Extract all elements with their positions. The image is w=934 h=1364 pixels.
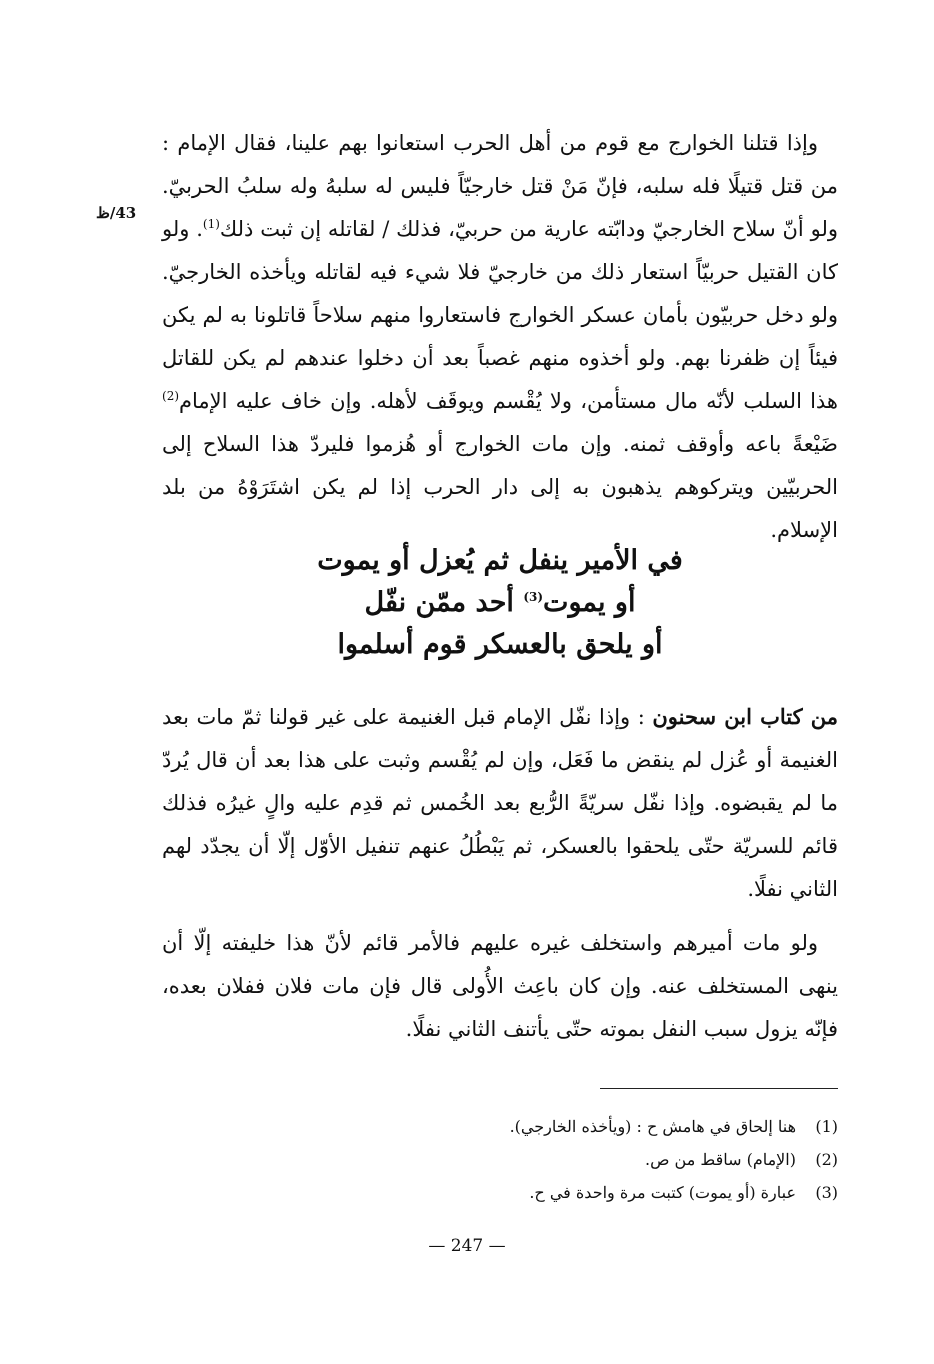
line: . ولو: [162, 217, 203, 241]
folio-margin-note: 43/ظ: [96, 204, 137, 222]
footnote-text: عبارة (أو يموت) كتبت مرة واحدة في ح.: [529, 1183, 796, 1202]
line: كان القتيل حربيّاً استعار ذلك من خارجيّ فلا شيء فيه لقاتله ويأخذه الخارجيّ.: [162, 260, 838, 284]
footnote-text: (الإمام) ساقط من ص.: [645, 1150, 796, 1169]
footnote-text: هنا إلحاق في هامش ح : (ويأخذه الخارجي).: [509, 1117, 796, 1136]
line: فيئاً إن ظفرنا بهم. ولو أخذوه منهم غصباً بعد أن دخلوا عندهم لم يكن للقاتل: [162, 346, 838, 370]
line: ولو مات أميرهم واستخلف غيره عليهم فالأمر قائم لأنّ هذا خليفته إلّا أن: [162, 931, 818, 955]
heading-text: أحد ممّن نفّل: [364, 587, 524, 618]
line: ضَيْعةً باعه وأوقف ثمنه. وإن مات الخوارج أو هُزموا فليردّ هذا السلاح إلى: [162, 432, 838, 456]
line: وإذا قتلنا الخوارج مع قوم من أهل الحرب استعانوا بهم علينا، فقال الإمام :: [162, 131, 818, 155]
line: مات بعد الغنيمة أو عُزل لم ينقض ما فَعَل، وإن لم يُقْسم وثبت على هذا بعد أن: [162, 705, 838, 772]
footnotes: [300, 1110, 838, 1209]
footnote-ref-2: (2): [162, 389, 180, 403]
footnote: [300, 1176, 838, 1209]
line: من قتل قتيلًا فله سلبه، فإنّ مَنْ قتل خارجيّاً فليس له سلبهُ وله سلبُ الحربيّ. ولو: [162, 174, 838, 241]
heading-line-3: أو يلحق بالعسكر قوم أسلموا: [337, 629, 663, 660]
page-number: — 247 —: [428, 1236, 506, 1256]
footnote-ref-1: (1): [202, 217, 220, 231]
heading-line-2: [180, 582, 820, 624]
footnote-divider: [600, 1088, 838, 1089]
line: فذلك قائم للسريّة حتّى يلحقوا بالعسكر، ثم يَبْطُلُ عنهم تنفيل الأوّل إلّا أن يجدّد: [162, 791, 838, 858]
line: قال يُردّ ما لم يقبضوه. وإذا نفّل سريّةً الرُّبع بعد الخُمس ثم قدِم عليه والٍ غيرُه: [162, 748, 838, 815]
line: لهم الثاني نفلًا.: [162, 834, 838, 901]
section-heading: [180, 540, 820, 666]
paragraph-ibn-sahnun: [162, 695, 838, 911]
line: : وإذا نفّل الإمام قبل الغنيمة على غير قولنا ثمّ: [241, 705, 653, 729]
paragraph-commander-death: [162, 922, 838, 1051]
footnote: [300, 1143, 838, 1176]
footnote-number: (1): [815, 1117, 838, 1136]
line: هذا السلب لأنّه مال مستأمن، ولا يُقْسم ويوقَف لأهله. وإن خاف عليه الإمام: [179, 389, 838, 413]
source-label: من كتاب ابن سحنون: [652, 704, 839, 729]
paragraph-khawarij-spoils: [162, 122, 838, 552]
heading-line-1: في الأمير ينفل ثم يُعزل أو يموت: [317, 545, 683, 576]
line: فإنّه يزول سبب النفل بموته حتّى يأتنف الثاني نفلًا.: [405, 1017, 838, 1041]
footnote-number: (2): [815, 1150, 838, 1169]
line: أنّ سلاح الخارجيّ ودابّته عارية من حربيّ، فذلك / لقاتله إن ثبت ذلك: [219, 217, 804, 241]
line: ينهى المستخلف عنه. وإن كان باعِث الأُولى قال فإن مات فلان ففلان بعده،: [162, 974, 838, 998]
line: الحربيّين ويتركوهم يذهبون به إلى دار الحرب إذا لم يكن اشتَرَوْهُ من بلد الإسلام.: [162, 475, 838, 542]
footnote-number: (3): [815, 1183, 838, 1202]
footnote-ref-3: (3): [523, 590, 544, 604]
line: ولو دخل حربيّون بأمان عسكر الخوارج فاستعاروا منهم سلاحاً قاتلونا به لم يكن: [162, 303, 838, 327]
heading-text: أو يموت: [543, 587, 636, 618]
footnote: [300, 1110, 838, 1143]
